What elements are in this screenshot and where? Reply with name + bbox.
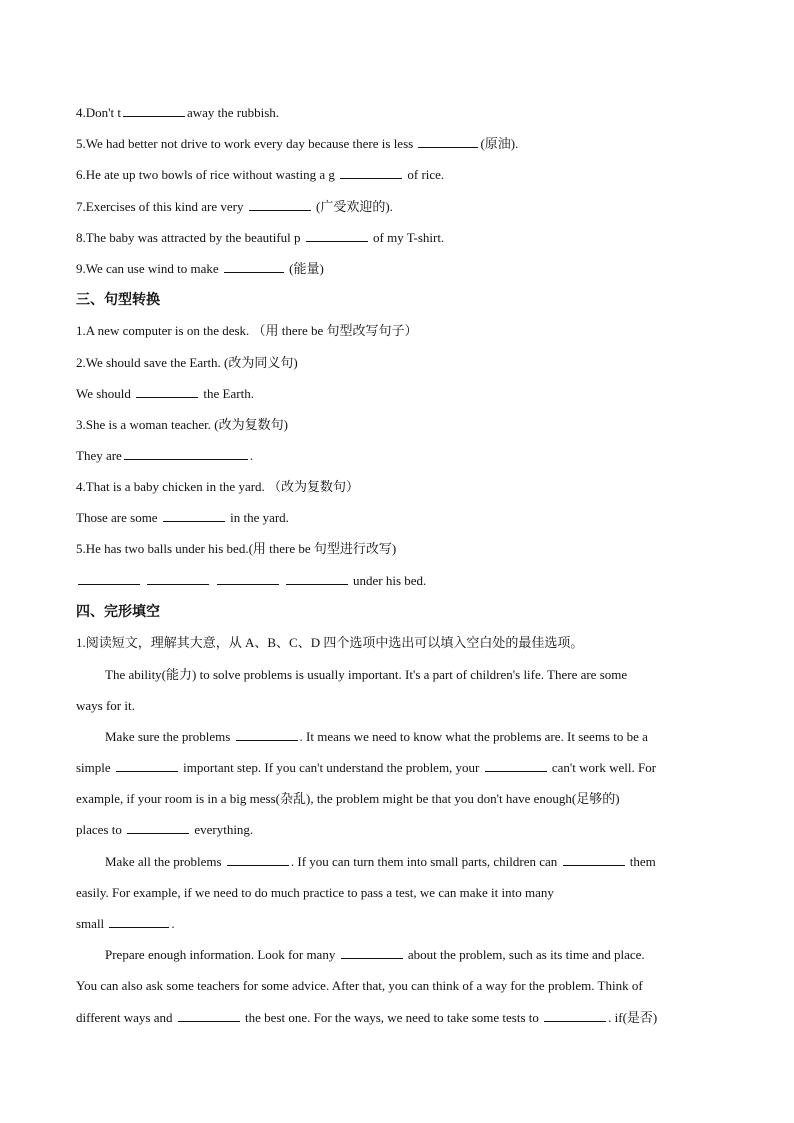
passage-text: . xyxy=(171,916,175,931)
answer-blank[interactable] xyxy=(178,1009,240,1022)
passage-line xyxy=(76,915,734,933)
question-8 xyxy=(76,229,734,247)
question-text: 5.We had better not drive to work every day because there is less xyxy=(76,136,414,151)
answer-text: in the yard. xyxy=(230,510,289,525)
transform-answer-5 xyxy=(76,572,734,590)
answer-blank[interactable] xyxy=(217,572,279,585)
question-text: 9.We can use wind to make xyxy=(76,261,219,276)
answer-blank[interactable] xyxy=(286,572,348,585)
answer-text: . xyxy=(249,448,254,463)
transform-answer-2 xyxy=(76,385,734,403)
passage-line xyxy=(76,1009,734,1027)
question-7 xyxy=(76,198,734,216)
answer-blank[interactable] xyxy=(109,915,169,928)
answer-blank[interactable] xyxy=(116,759,178,772)
question-text: of rice. xyxy=(407,167,445,182)
answer-blank[interactable] xyxy=(123,104,185,117)
question-text: 7.Exercises of this kind are very xyxy=(76,199,244,214)
transform-question-3: 3.She is a woman teacher. (改为复数句) xyxy=(76,417,288,432)
passage-text: small xyxy=(76,916,105,931)
transform-question-4: 4.That is a baby chicken in the yard. （改为复数句） xyxy=(76,479,360,494)
question-text: (广受欢迎的). xyxy=(316,199,393,214)
question-4 xyxy=(76,104,734,122)
section-heading: 四、完形填空 xyxy=(76,604,160,620)
passage-text: can't work well. For xyxy=(551,760,657,775)
answer-blank[interactable] xyxy=(544,1009,606,1022)
question-5 xyxy=(76,135,734,153)
passage-text: the best one. For the ways, we need to take some tests to xyxy=(245,1010,539,1025)
passage-line xyxy=(105,728,734,746)
answer-blank[interactable] xyxy=(227,853,289,866)
answer-text: under his bed. xyxy=(353,573,427,588)
answer-blank[interactable] xyxy=(127,821,189,834)
passage-line: example, if your room is in a big mess(杂乱), the problem might be that you don't have enough(足够的) xyxy=(76,791,620,806)
answer-blank[interactable] xyxy=(485,759,547,772)
answer-text: We should xyxy=(76,386,131,401)
transform-answer-3 xyxy=(76,447,734,465)
answer-text: They are xyxy=(76,448,122,463)
answer-blank[interactable] xyxy=(418,135,478,148)
transform-answer-4 xyxy=(76,509,734,527)
answer-blank[interactable] xyxy=(124,447,248,460)
question-text: 6.He ate up two bowls of rice without wasting a g xyxy=(76,167,335,182)
answer-blank[interactable] xyxy=(306,229,368,242)
transform-question-2: 2.We should save the Earth. (改为同义句) xyxy=(76,355,298,370)
question-9 xyxy=(76,260,734,278)
passage-text: important step. If you can't understand the problem, your xyxy=(183,760,480,775)
passage-text: Make sure the problems xyxy=(105,729,231,744)
passage-text: . It means we need to know what the problems are. It seems to be a xyxy=(299,729,648,744)
passage-text: . if(是否) xyxy=(608,1010,658,1025)
question-text: 8.The baby was attracted by the beautiful p xyxy=(76,230,301,245)
question-text: of my T-shirt. xyxy=(373,230,445,245)
passage-text: . If you can turn them into small parts, children can xyxy=(290,854,558,869)
question-text: (原油). xyxy=(480,136,519,151)
passage-text: Make all the problems xyxy=(105,854,222,869)
passage-text: different ways and xyxy=(76,1010,173,1025)
passage-line: You can also ask some teachers for some advice. After that, you can think of a way for the problem. Think of xyxy=(76,978,643,993)
section-heading: 三、句型转换 xyxy=(76,292,160,308)
passage-text: about the problem, such as its time and place. xyxy=(407,947,645,962)
answer-blank[interactable] xyxy=(163,509,225,522)
passage-line: easily. For example, if we need to do much practice to pass a test, we can make it into many xyxy=(76,885,554,900)
passage-line xyxy=(76,759,734,777)
question-text: (能量) xyxy=(289,261,324,276)
answer-blank[interactable] xyxy=(563,853,625,866)
passage-text: simple xyxy=(76,760,111,775)
passage-line xyxy=(105,946,734,964)
passage-line: The ability(能力) to solve problems is usually important. It's a part of children's life. There are some xyxy=(105,667,628,682)
answer-blank[interactable] xyxy=(224,260,284,273)
cloze-instruction: 1.阅读短文，理解其大意，从 A、B、C、D 四个选项中选出可以填入空白处的最佳选项。 xyxy=(76,635,584,650)
transform-question-1: 1.A new computer is on the desk. （用 there be 句型改写句子） xyxy=(76,323,418,338)
passage-text: them xyxy=(629,854,656,869)
answer-blank[interactable] xyxy=(340,166,402,179)
question-6 xyxy=(76,166,734,184)
answer-blank[interactable] xyxy=(341,946,403,959)
passage-line xyxy=(105,853,734,871)
answer-blank[interactable] xyxy=(249,198,311,211)
passage-text: places to xyxy=(76,822,122,837)
passage-line: ways for it. xyxy=(76,698,135,713)
answer-blank[interactable] xyxy=(236,728,298,741)
transform-question-5: 5.He has two balls under his bed.(用 there be 句型进行改写) xyxy=(76,541,397,556)
answer-blank[interactable] xyxy=(136,385,198,398)
answer-text: the Earth. xyxy=(203,386,254,401)
passage-text: everything. xyxy=(194,822,254,837)
question-text: away the rubbish. xyxy=(186,105,280,120)
passage-text: Prepare enough information. Look for many xyxy=(105,947,336,962)
passage-line xyxy=(76,821,734,839)
answer-blank[interactable] xyxy=(78,572,140,585)
answer-blank[interactable] xyxy=(147,572,209,585)
answer-text: Those are some xyxy=(76,510,158,525)
question-text: 4.Don't t xyxy=(76,105,121,120)
